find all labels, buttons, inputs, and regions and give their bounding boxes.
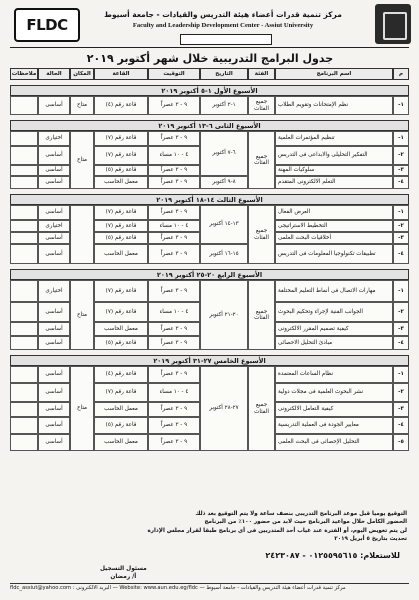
program-name: الجوانب الفنية لإجراء وتحكيم البحوث [275,302,393,322]
program-name: أخلاقيات البحث العلمى [275,232,393,244]
program-date: ١٥-١٦ أكتوبر [200,244,248,264]
row-number: ٣- [393,165,409,176]
program-time: ٩ - ٣ عصراً [148,131,200,146]
program-name: التعلم الالكترونى المتقدم [275,176,393,189]
university-logo [375,4,411,44]
program-room: معمل الحاسب [94,244,148,264]
program-status: أساسى [38,302,70,322]
program-status: أساسى [38,336,70,350]
program-status: أساسى [38,232,70,244]
program-place: متاح [70,366,94,451]
page-title: جدول البرامج التدريبية خلال شهر أكتوبر ٢٠١٩ [86,52,334,65]
program-date: ٢٠-٢١ أكتوبر [200,280,248,350]
header-badge-strip [180,34,272,45]
week-header: الأسبوع الرابع ٢٠-٢٥ أكتوبر ٢٠١٩ [10,269,409,280]
row-number: ١- [393,131,409,146]
program-notes [10,383,38,402]
program-status: أساسى [38,402,70,417]
row-number: ٣- [393,322,409,336]
program-status: اختيارى [38,280,70,302]
program-name: العرض الفعال [275,205,393,220]
program-time: ٩ - ٣ عصراً [148,434,200,451]
program-notes [10,417,38,434]
registration-phones: ٠١٢٥٥٩٥٦١٥ - ٢٤٢٣٠٨٧ [265,551,358,560]
program-name: التخطيط الاستراتيجى [275,220,393,232]
column-header: المكان [70,68,94,80]
program-room: قاعة رقم (٤) [94,96,148,115]
program-status: أساسى [38,165,70,176]
program-status: أساسى [38,322,70,336]
program-notes [10,146,38,165]
row-number: ١- [393,96,409,115]
program-time: ٤ - ١٠ مساء [148,383,200,402]
program-status: أساسى [38,176,70,189]
program-notes [10,96,38,115]
program-time: ٩ - ٣ عصراً [148,165,200,176]
program-place: متاح [70,96,94,115]
registration-line [20,551,400,560]
program-time: ٩ - ٣ عصراً [148,402,200,417]
column-header: ملاحظات [10,68,38,80]
program-status: أساسى [38,417,70,434]
program-notes [10,302,38,322]
footer-contact: fldc_assiut@yahoo.com : البريد الالكترونى — Website: www.aun.edu.eg/fldc — مركز تنمية قدرات أعضاء هيئة التدريس والقيادات - جامعة أسيوط [10,583,409,591]
row-number: ١- [393,366,409,383]
row-number: ٣- [393,402,409,417]
program-category: جميع الفئات [248,366,275,451]
org-name-arabic: مركز تنمية قدرات أعضاء هيئة التدريس والقيادات - جامعة أسيوط [104,10,342,19]
program-time: ٩ - ٣ عصراً [148,176,200,189]
program-time: ٩ - ٣ عصراً [148,417,200,434]
program-date: ١-٢ أكتوبر [200,96,248,115]
program-room: قاعة رقم (٧) [94,205,148,220]
row-number: ٤- [393,176,409,189]
program-time: ٩ - ٣ عصراً [148,366,200,383]
program-place: متاح [70,131,94,189]
program-notes [10,366,38,383]
week-header: الأسبوع الثانى ٦-١٣ أكتوبر ٢٠١٩ [10,120,409,131]
program-name: مهارات الاتصال فى أنماط التعليم المختلفة [275,280,393,302]
program-time: ٩ - ٣ عصراً [148,336,200,350]
program-time: ٩ - ٣ عصراً [148,205,200,220]
program-place [70,205,94,264]
program-time: ٩ - ٣ عصراً [148,244,200,264]
registration-label: للاستعلام: [360,551,400,560]
program-status: أساسى [38,383,70,402]
program-status: أساسى [38,434,70,451]
program-name: كيفية التعامل الالكترونى [275,402,393,417]
note-2: الحضور الكامل خلال مواعيد البرنامج حيث لابد من حضور ١٠٠٪ من البرنامج [204,519,407,526]
row-number: ٣- [393,232,409,244]
org-name-english: Faculty and Leadership Development Center - Assiut University [132,22,314,29]
program-room: معمل الحاسب [94,322,148,336]
week-header: الأسبوع الخامس ٢٧-٣١ أكتوبر ٢٠١٩ [10,355,409,366]
program-room: قاعة رقم (٧) [94,302,148,322]
program-category: جميع الفئات [248,96,275,115]
program-notes [10,220,38,232]
program-room: معمل الحاسب [94,434,148,451]
week-header: الأسبوع الأول ١-٥ أكتوبر ٢٠١٩ [10,85,409,96]
program-date: ٨-٩ أكتوبر [200,176,248,189]
column-header: م [393,68,409,80]
program-notes [10,176,38,189]
program-name: مبادئ التحليل الاحصائى [275,336,393,350]
program-status: أساسى [38,146,70,165]
column-header: الفئة [248,68,275,80]
program-notes [10,280,38,302]
row-number: ١- [393,280,409,302]
program-name: سلوكيات المهنة [275,165,393,176]
program-room: قاعة رقم (٥) [94,232,148,244]
program-name: معايير الجودة فى العملية التدريسية [275,417,393,434]
program-time: ٩ - ٣ عصراً [148,96,200,115]
program-date: ٦-٧ أكتوبر [200,131,248,176]
program-room: قاعة رقم (٧) [94,280,148,302]
program-date: ١٣-١٤ أكتوبر [200,205,248,244]
program-notes [10,434,38,451]
note-1: التوقيع يوميا قبل موعد البرنامج التدريبى بنصف ساعة ولا يتم التوقيع بعد ذلك [195,511,407,517]
program-name: نشر البحوث العلمية فى مجلات دولية [275,383,393,402]
row-number: ٢- [393,146,409,165]
program-room: قاعة رقم (٧) [94,146,148,165]
program-name: التحليل الإحصائى فى البحث العلمى [275,434,393,451]
program-room: قاعة رقم (٧) [94,131,148,146]
program-room: معمل الحاسب [94,402,148,417]
program-status: أساسى [38,244,70,264]
note-3: لن يتم تعويض اليوم، أو الفترة عند غياب أحد المتدربين فى أى برنامج طبقا لقرار مجلس الإدارة [147,527,407,534]
program-category: جميع الفئات [248,205,275,264]
program-notes [10,131,38,146]
program-status: اختيارى [38,220,70,232]
notes-block [107,510,407,544]
program-place: متاح [70,280,94,350]
week-header: الأسبوع الثالث ١٤-١٨ أكتوبر ٢٠١٩ [10,194,409,205]
program-name: نظم الإمتحانات وتقويم الطلاب [275,96,393,115]
column-header: الحالة [38,68,70,80]
notes-date: تحديث بتاريخ ٥ أبريل ٢٠١٩ [334,536,407,543]
fldc-logo: FLDC [14,8,80,42]
program-room: قاعة رقم (٧) [94,383,148,402]
program-notes [10,205,38,220]
row-number: ١- [393,205,409,220]
column-header: القاعة [94,68,148,80]
program-room: قاعة رقم (٧) [94,220,148,232]
program-room: قاعة رقم (٥) [94,165,148,176]
program-category: جميع الفئات [248,131,275,189]
row-number: ٢- [393,220,409,232]
program-name: التفكير التحليلى والابداعى فى التدريس [275,146,393,165]
signature-role: مسئول التسجيل [100,566,147,572]
column-header: التوقيت [148,68,200,80]
program-room: قاعة رقم (٤) [94,366,148,383]
program-time: ٩ - ٣ عصراً [148,232,200,244]
program-date: ٢٧-٢٨ أكتوبر [200,366,248,451]
program-status: أساسى [38,366,70,383]
row-number: ٤- [393,244,409,264]
program-time: ٩ - ٣ عصراً [148,322,200,336]
program-name: تنظيم المؤتمرات العلمية [275,131,393,146]
program-notes [10,322,38,336]
program-time: ٩ - ٣ عصراً [148,280,200,302]
program-notes [10,402,38,417]
program-status: أساسى [38,205,70,220]
column-header: التاريخ [200,68,248,80]
signature-block [100,565,147,581]
column-header: اسم البرنامج [275,68,393,80]
program-status: اختيارى [38,131,70,146]
program-notes [10,165,38,176]
program-name: نظام الساعات المعتمدة [275,366,393,383]
program-category: جميع الفئات [248,280,275,350]
program-room: قاعة رقم (٥) [94,336,148,350]
row-number: ٤- [393,417,409,434]
program-name: كيفية تصميم المقرر الالكترونى [275,322,393,336]
program-time: ٤ - ١٠ مساء [148,146,200,165]
signature-name: أ/ رمضان [110,574,137,581]
program-time: ٤ - ١٠ مساء [148,302,200,322]
row-number: ٤- [393,336,409,350]
program-notes [10,244,38,264]
program-room: قاعة رقم (٥) [94,417,148,434]
program-status: أساسى [38,96,70,115]
program-name: تطبيقات تكنولوجيا المعلومات فى التدريس [275,244,393,264]
row-number: ٢- [393,383,409,402]
row-number: ٥- [393,434,409,451]
row-number: ٢- [393,302,409,322]
header-divider [10,47,409,48]
program-notes [10,336,38,350]
program-time: ٤ - ١٠ مساء [148,220,200,232]
program-room: معمل الحاسب [94,176,148,189]
program-notes [10,232,38,244]
